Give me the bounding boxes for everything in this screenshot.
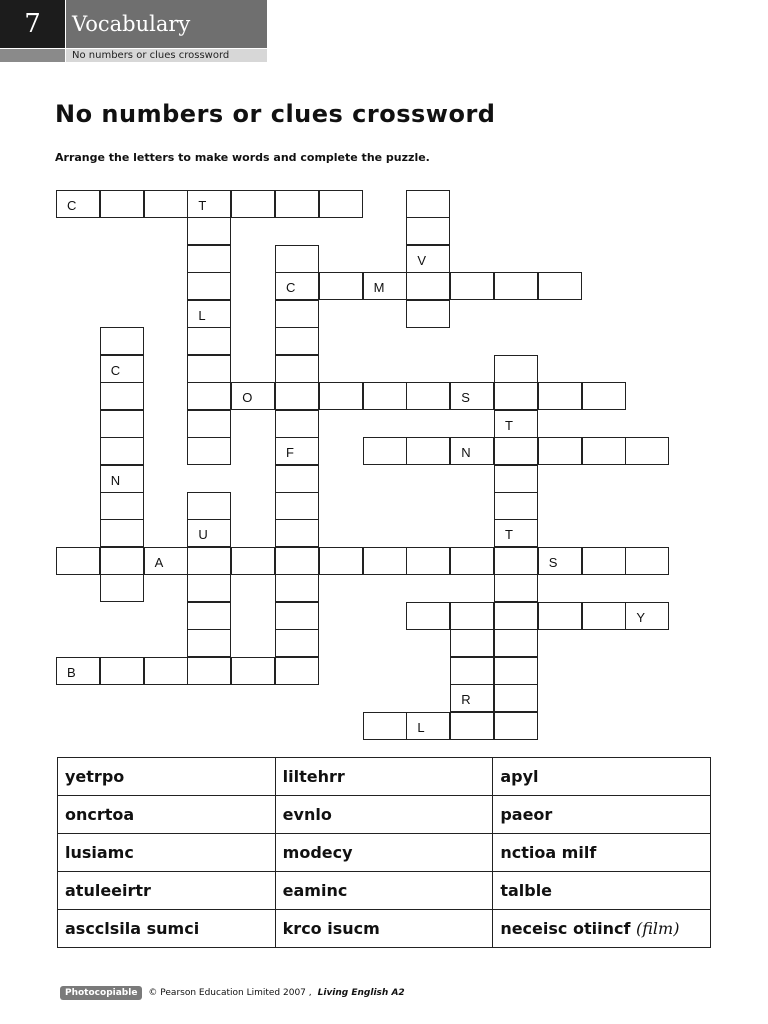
crossword-cell[interactable] [494,355,538,383]
crossword-cell[interactable] [100,519,144,547]
word-table [57,757,711,948]
crossword-cell[interactable] [275,355,319,383]
crossword-cell[interactable] [144,190,188,218]
footer [60,986,405,1000]
crossword-cell[interactable]: C [275,272,319,300]
word-cell: yetrpo [58,758,276,796]
crossword-cell[interactable] [406,382,450,410]
crossword-cell[interactable] [275,327,319,355]
crossword-cell[interactable] [187,327,231,355]
crossword-cell[interactable]: S [538,547,582,575]
table-row [58,872,711,910]
word-cell: krco isucm [275,910,493,948]
crossword-cell[interactable] [187,245,231,273]
crossword-cell[interactable]: B [56,657,100,685]
crossword-cell[interactable] [187,574,231,602]
film-note: (film) [635,919,680,938]
crossword-cell[interactable] [187,272,231,300]
crossword-cell[interactable]: R [450,684,494,712]
crossword-cell[interactable] [538,602,582,630]
crossword-cell[interactable] [494,492,538,520]
crossword-cell[interactable] [319,382,363,410]
crossword-cell[interactable]: F [275,437,319,465]
crossword-cell[interactable] [625,547,669,575]
crossword-cell[interactable] [582,602,626,630]
crossword-cell[interactable]: V [406,245,450,273]
crossword-cell[interactable] [187,410,231,438]
crossword-cell[interactable] [100,382,144,410]
crossword-cell[interactable] [582,547,626,575]
book-title: Living English A2 [317,988,405,998]
word-cell: ascclsila sumci [58,910,276,948]
crossword-cell[interactable]: T [494,410,538,438]
crossword-cell[interactable] [494,437,538,465]
crossword-cell[interactable] [494,602,538,630]
crossword-cell[interactable] [363,437,407,465]
crossword-cell[interactable] [363,547,407,575]
unit-title: Vocabulary [66,0,267,48]
crossword-cell[interactable] [494,574,538,602]
crossword-cell[interactable]: T [494,519,538,547]
crossword-cell[interactable]: O [231,382,275,410]
crossword-cell[interactable] [450,712,494,740]
crossword-cell[interactable] [187,217,231,245]
crossword-cell[interactable] [406,300,450,328]
header-strip [0,49,65,62]
crossword-cell[interactable] [187,355,231,383]
crossword-cell[interactable] [56,547,100,575]
crossword-cell[interactable]: C [56,190,100,218]
crossword-cell[interactable] [319,547,363,575]
crossword-cell[interactable] [187,382,231,410]
copyright-text: © Pearson Education Limited 2007 , [148,988,312,998]
crossword-cell[interactable]: Y [625,602,669,630]
crossword-cell[interactable] [275,519,319,547]
crossword-cell[interactable] [538,437,582,465]
crossword-cell[interactable] [582,437,626,465]
crossword-cell[interactable] [538,382,582,410]
crossword-cell[interactable] [275,245,319,273]
word-cell: evnlo [275,796,493,834]
table-row [58,758,711,796]
unit-number: 7 [0,0,65,48]
crossword-cell[interactable] [275,190,319,218]
word-cell: nctioa milf [493,834,711,872]
crossword-cell[interactable] [494,382,538,410]
table-row [58,910,711,948]
crossword-cell[interactable] [187,547,231,575]
crossword-cell[interactable] [100,327,144,355]
crossword-cell[interactable] [187,492,231,520]
page-title: No numbers or clues crossword [55,100,496,128]
crossword-cell[interactable]: L [187,300,231,328]
crossword-cell[interactable] [406,437,450,465]
crossword-cell[interactable] [582,382,626,410]
crossword-cell[interactable] [100,410,144,438]
crossword-cell[interactable] [406,272,450,300]
crossword-cell[interactable] [275,492,319,520]
crossword-cell[interactable] [494,629,538,657]
crossword-cell[interactable] [406,602,450,630]
crossword-cell[interactable] [275,410,319,438]
crossword-cell[interactable] [319,272,363,300]
crossword-cell[interactable] [494,465,538,493]
crossword-cell[interactable] [494,547,538,575]
crossword-cell[interactable] [450,272,494,300]
word-cell: paeor [493,796,711,834]
crossword-cell[interactable] [275,574,319,602]
crossword-cell[interactable]: T [187,190,231,218]
crossword-cell[interactable] [494,684,538,712]
crossword-cell[interactable] [494,272,538,300]
crossword-cell[interactable] [187,657,231,685]
crossword-cell[interactable]: S [450,382,494,410]
crossword-cell[interactable] [450,547,494,575]
crossword-cell[interactable] [100,574,144,602]
crossword-cell[interactable] [406,190,450,218]
word-text: neceisc otiincf [500,919,631,938]
crossword-cell[interactable] [538,272,582,300]
crossword-cell[interactable] [319,190,363,218]
crossword-cell[interactable] [231,547,275,575]
crossword-cell[interactable] [450,602,494,630]
crossword-cell[interactable] [100,657,144,685]
table-row [58,796,711,834]
crossword-cell[interactable] [275,547,319,575]
word-cell: modecy [275,834,493,872]
crossword-cell[interactable]: U [187,519,231,547]
crossword-cell[interactable] [406,217,450,245]
crossword-cell[interactable] [275,657,319,685]
crossword-cell[interactable] [100,437,144,465]
crossword-cell[interactable] [406,547,450,575]
crossword-cell[interactable]: M [363,272,407,300]
crossword-cell[interactable]: C [100,355,144,383]
crossword-cell[interactable] [231,657,275,685]
crossword-cell[interactable] [275,602,319,630]
crossword-cell[interactable]: N [100,465,144,493]
crossword-cell[interactable] [275,300,319,328]
crossword-cell[interactable] [187,437,231,465]
instruction-text: Arrange the letters to make words and complete the puzzle. [55,151,430,164]
crossword-cell[interactable] [100,190,144,218]
crossword-cell[interactable] [100,547,144,575]
unit-subtitle: No numbers or clues crossword [66,49,267,62]
crossword-cell[interactable]: N [450,437,494,465]
crossword-cell[interactable] [100,492,144,520]
crossword-cell[interactable] [231,190,275,218]
crossword-cell[interactable]: L [406,712,450,740]
word-cell: apyl [493,758,711,796]
crossword-cell[interactable]: A [144,547,188,575]
crossword-cell[interactable] [275,629,319,657]
crossword-cell[interactable] [450,629,494,657]
word-cell: oncrtoa [58,796,276,834]
photocopiable-badge: Photocopiable [60,986,142,1000]
crossword-cell[interactable] [363,712,407,740]
word-cell: eaminc [275,872,493,910]
crossword-cell[interactable] [275,382,319,410]
word-cell: liltehrr [275,758,493,796]
crossword-cell[interactable] [363,382,407,410]
crossword-cell[interactable] [494,657,538,685]
word-cell: atuleeirtr [58,872,276,910]
word-cell: lusiamc [58,834,276,872]
word-cell [493,910,711,948]
crossword-cell[interactable] [450,657,494,685]
crossword-cell[interactable] [625,437,669,465]
crossword-cell[interactable] [187,602,231,630]
table-row [58,834,711,872]
crossword-cell[interactable] [144,657,188,685]
crossword-cell[interactable] [187,629,231,657]
word-cell: talble [493,872,711,910]
crossword-cell[interactable] [494,712,538,740]
crossword-cell[interactable] [275,465,319,493]
